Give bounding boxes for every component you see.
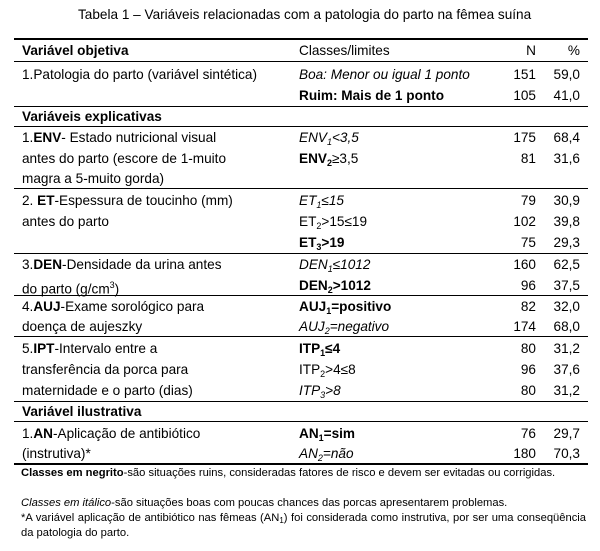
var-patologia: 1.Patologia do parto (variável sintética) (22, 67, 257, 82)
pct-value: 31,6 (553, 151, 580, 166)
var-env-line2: antes do parto (escore de 1-muito (22, 151, 227, 166)
pct-value: 68,0 (553, 319, 580, 334)
pct-value: 70,3 (553, 446, 580, 461)
var-ipt: 5.IPT-Intervalo entre a (22, 341, 158, 356)
n-value: 75 (520, 235, 536, 250)
n-value: 102 (513, 214, 536, 229)
class-itp2: $ITP_2>4\le 8$ (299, 362, 356, 379)
class-env1: $ENV_1<3,5$ (299, 130, 359, 147)
class-an1: $AN_1=sim$ (299, 426, 356, 443)
rule (14, 188, 588, 189)
n-value: 174 (513, 319, 536, 334)
pct-value: 62,5 (553, 257, 580, 272)
header-classes: Classes/limites (299, 43, 390, 58)
var-env: 1.ENV- Estado nutricional visual (22, 130, 217, 145)
pct-value: 37,5 (553, 278, 580, 293)
class-ruim: Ruim: Mais de 1 ponto (299, 88, 445, 103)
class-den2: $DEN_2>1012$ (299, 278, 371, 295)
pct-value: 31,2 (553, 341, 580, 356)
class-den1: $DEN_1\le 1012$ (299, 257, 371, 274)
rule (14, 253, 588, 254)
var-an: 1.AN-Aplicação de antibiótico (22, 426, 201, 441)
rule-top (14, 38, 588, 40)
class-itp3: $ITP_3>8$ (299, 383, 341, 400)
pct-value: 30,9 (553, 193, 580, 208)
n-value: 81 (520, 151, 536, 166)
header-variable: Variável objetiva (22, 43, 129, 58)
section-explicativas: Variáveis explicativas (22, 109, 162, 124)
pct-value: 68,4 (553, 130, 580, 145)
var-env-line3: magra a 5-muito gorda) (22, 171, 165, 186)
var-an-line2: (instrutiva)* (22, 446, 91, 461)
n-value: 80 (520, 383, 536, 398)
n-value: 82 (520, 299, 536, 314)
n-value: 76 (520, 426, 536, 441)
n-value: 80 (520, 341, 536, 356)
pct-value: 31,2 (553, 383, 580, 398)
rule (14, 106, 588, 107)
var-auj-line2: doença de aujeszky (22, 319, 143, 334)
note-instrutiva: *A variável aplicação de antibiótico nas fêmeas $(AN_1)$ foi considerada como instrutiva, por ser uma conseqüência da patologia do parto. (21, 512, 587, 539)
var-den: 3.DEN-Densidade da urina antes (22, 257, 222, 272)
pct-value: 39,8 (553, 214, 580, 229)
pct-value: 41,0 (553, 88, 580, 103)
class-et2: $ET_2>15\le 19$ (299, 214, 368, 231)
pct-value: 59,0 (553, 67, 580, 82)
n-value: 96 (520, 362, 536, 377)
class-auj2: $AUJ_2=negativo$ (299, 319, 390, 336)
n-value: 96 (520, 278, 536, 293)
class-an2: $AN_2=não$ (299, 446, 354, 463)
rule (14, 421, 588, 422)
n-value: 79 (520, 193, 536, 208)
pct-value: 29,3 (553, 235, 580, 250)
header-pct: % (567, 43, 580, 58)
var-ipt-line3: maternidade e o parto (dias) (22, 383, 193, 398)
var-ipt-line2: transferência da porca para (22, 362, 189, 377)
table-title: Tabela 1 – Variáveis relacionadas com a patologia do parto na fêmea suína (78, 7, 532, 22)
section-ilustrativa: Variável ilustrativa (22, 404, 142, 419)
header-n: N (526, 43, 536, 58)
n-value: 160 (513, 257, 536, 272)
var-den-line2: do parto $(g/cm^3)$ (22, 280, 120, 297)
rule-header (14, 61, 588, 62)
pct-value: 29,7 (553, 426, 580, 441)
class-auj1: $AUJ_1=positivo$ (299, 299, 392, 316)
pct-value: 32,0 (553, 299, 580, 314)
rule (14, 401, 588, 402)
rule (14, 126, 588, 127)
n-value: 105 (513, 88, 536, 103)
note-italic-classes: Classes em itálico-são situações boas com poucas chances das porcas apresentarem problemas. (21, 497, 508, 509)
var-auj: 4.AUJ-Exame sorológico para (22, 299, 205, 314)
note-bold-classes: Classes em negrito-são situações ruins, consideradas fatores de risco e devem ser evitadas ou corrigidas. (21, 467, 556, 479)
class-boa: Boa: Menor ou igual 1 ponto (299, 67, 470, 82)
class-env2: $ENV_2\ge 3,5$ (299, 151, 359, 168)
class-et1: $ET_1\le 15$ (299, 193, 344, 210)
var-et: 2. ET-Espessura de toucinho (mm) (22, 193, 233, 208)
var-et-line2: antes do parto (22, 214, 109, 229)
class-itp1: $ITP_1\le 4$ (299, 341, 341, 358)
pct-value: 37,6 (553, 362, 580, 377)
n-value: 151 (513, 67, 536, 82)
class-et3: $ET_3>19$ (299, 235, 345, 252)
n-value: 180 (513, 446, 536, 461)
n-value: 175 (513, 130, 536, 145)
